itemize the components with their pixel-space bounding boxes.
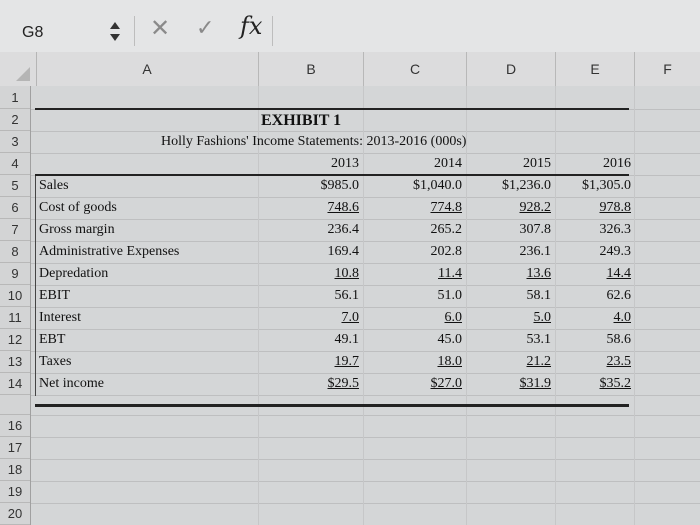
value-cell[interactable] [471,200,551,216]
value-cell[interactable] [376,266,462,282]
row-header[interactable]: 19 [0,481,30,503]
insert-function-button[interactable]: fx [240,12,263,40]
chevron-down-icon[interactable] [110,34,120,41]
value-cell[interactable]: 249.3 [599,244,631,259]
name-box-stepper[interactable] [108,20,122,44]
line-label-gross-margin[interactable]: Gross margin [39,222,115,237]
value-cell[interactable] [376,310,462,326]
value-text: $35.2 [599,376,631,391]
value-cell[interactable] [279,376,359,392]
value-cell[interactable]: 58.6 [606,332,631,347]
value-cell[interactable] [279,266,359,282]
value-text: 4.0 [613,310,631,325]
formula-bar [0,0,700,53]
row-header[interactable]: 9 [0,263,30,285]
value-text: 10.8 [334,266,359,281]
value-cell[interactable] [471,266,551,282]
value-cell[interactable]: 51.0 [437,288,462,303]
line-label-cost-of-goods[interactable]: Cost of goods [39,200,117,215]
value-cell[interactable] [376,376,462,392]
value-text: 11.4 [438,266,462,281]
column-header-a[interactable]: A [36,52,259,86]
line-label-ebit[interactable]: EBIT [39,288,71,303]
top-rule [35,108,629,110]
value-cell[interactable] [471,354,551,370]
select-all-button[interactable] [0,52,37,86]
value-cell[interactable]: 236.4 [327,222,359,237]
value-cell[interactable] [279,310,359,326]
column-header-c[interactable]: C [364,52,467,86]
value-text: 7.0 [341,310,359,325]
value-cell[interactable] [279,354,359,370]
value-cell[interactable] [279,200,359,216]
year-header-2013[interactable]: 2013 [331,156,359,171]
row-header[interactable]: 3 [0,131,30,153]
line-label-sales[interactable]: Sales [39,178,69,193]
value-cell[interactable]: $985.0 [320,178,359,193]
value-text: $29.5 [327,376,359,391]
row-header[interactable]: 17 [0,437,30,459]
checkmark-icon[interactable]: ✓ [196,16,215,41]
value-cell[interactable]: 56.1 [334,288,359,303]
formula-input[interactable] [278,18,698,46]
row-header[interactable]: 18 [0,459,30,481]
row-header[interactable]: 8 [0,241,30,263]
column-header-d[interactable]: D [467,52,556,86]
value-cell[interactable]: 45.0 [437,332,462,347]
label-column-rule [35,176,36,396]
row-header[interactable]: 6 [0,197,30,219]
value-cell[interactable] [376,200,462,216]
line-label-net-income[interactable]: Net income [39,376,104,391]
line-label-depreciation[interactable]: Depredation [39,266,109,281]
row-header[interactable]: 4 [0,153,30,175]
row-header[interactable]: 11 [0,307,30,329]
line-label-interest[interactable]: Interest [39,310,81,325]
value-text: 748.6 [327,200,359,215]
row-header[interactable] [0,395,30,415]
name-box[interactable]: G8 [22,24,44,41]
select-all-icon [16,67,30,81]
row-header[interactable]: 1 [0,86,30,109]
value-text: 774.8 [430,200,462,215]
column-header-f[interactable]: F [663,61,672,77]
value-text: $27.0 [430,376,462,391]
value-text: 18.0 [437,354,462,369]
sheet-subtitle[interactable]: Holly Fashions' Income Statements: 2013-2016 (000s) [161,134,467,149]
value-cell[interactable] [555,266,631,282]
value-cell[interactable]: 53.1 [526,332,551,347]
value-cell[interactable]: 58.1 [526,288,551,303]
cancel-icon[interactable]: ✕ [150,14,171,42]
column-header-bar [0,52,700,87]
value-text: 19.7 [334,354,359,369]
column-header-e[interactable]: E [556,52,635,86]
line-label-administrative-expenses[interactable]: Administrative Expenses [39,244,180,259]
column-header-b[interactable]: B [259,52,364,86]
row-header[interactable]: 20 [0,503,30,525]
row-header[interactable]: 2 [0,109,30,131]
sheet-title[interactable]: EXHIBIT 1 [261,112,342,129]
value-cell[interactable]: $1,040.0 [413,178,462,193]
row-header[interactable]: 10 [0,285,30,307]
value-cell[interactable]: $1,305.0 [582,178,631,193]
value-text: 21.2 [526,354,551,369]
row-header[interactable]: 16 [0,415,30,437]
value-cell[interactable]: 169.4 [327,244,359,259]
value-text: 23.5 [606,354,631,369]
value-text: 13.6 [526,266,551,281]
value-cell[interactable] [555,200,631,216]
value-cell[interactable]: 202.8 [430,244,462,259]
value-cell[interactable]: 307.8 [519,222,551,237]
value-cell[interactable]: 236.1 [519,244,551,259]
spreadsheet-grid[interactable] [31,86,700,525]
value-cell[interactable] [555,354,631,370]
value-cell[interactable]: $1,236.0 [502,178,551,193]
header-rule [35,174,629,176]
row-header[interactable]: 12 [0,329,30,351]
value-text: 14.4 [606,266,631,281]
value-text: 978.8 [599,200,631,215]
year-header-2016[interactable]: 2016 [603,156,631,171]
bottom-rule [35,404,629,407]
chevron-up-icon[interactable] [110,22,120,29]
year-header-2015[interactable]: 2015 [523,156,551,171]
value-cell[interactable] [555,376,631,392]
value-text: $31.9 [519,376,551,391]
row-header-bar [0,86,31,525]
value-cell[interactable]: 326.3 [599,222,631,237]
line-label-ebt[interactable]: EBT [39,332,66,347]
value-text: 928.2 [519,200,551,215]
value-cell[interactable] [471,310,551,326]
row-header[interactable]: 5 [0,175,30,197]
value-cell[interactable]: 265.2 [430,222,462,237]
row-header[interactable]: 14 [0,373,30,395]
line-label-taxes[interactable]: Taxes [39,354,72,369]
toolbar-divider [134,16,135,46]
value-cell[interactable] [555,310,631,326]
toolbar-divider [272,16,273,46]
row-header[interactable]: 13 [0,351,30,373]
year-header-2014[interactable]: 2014 [434,156,462,171]
row-header[interactable]: 7 [0,219,30,241]
value-cell[interactable]: 49.1 [334,332,359,347]
value-cell[interactable]: 62.6 [606,288,631,303]
value-text: 6.0 [444,310,462,325]
value-cell[interactable] [376,354,462,370]
value-text: 5.0 [533,310,551,325]
value-cell[interactable] [471,376,551,392]
